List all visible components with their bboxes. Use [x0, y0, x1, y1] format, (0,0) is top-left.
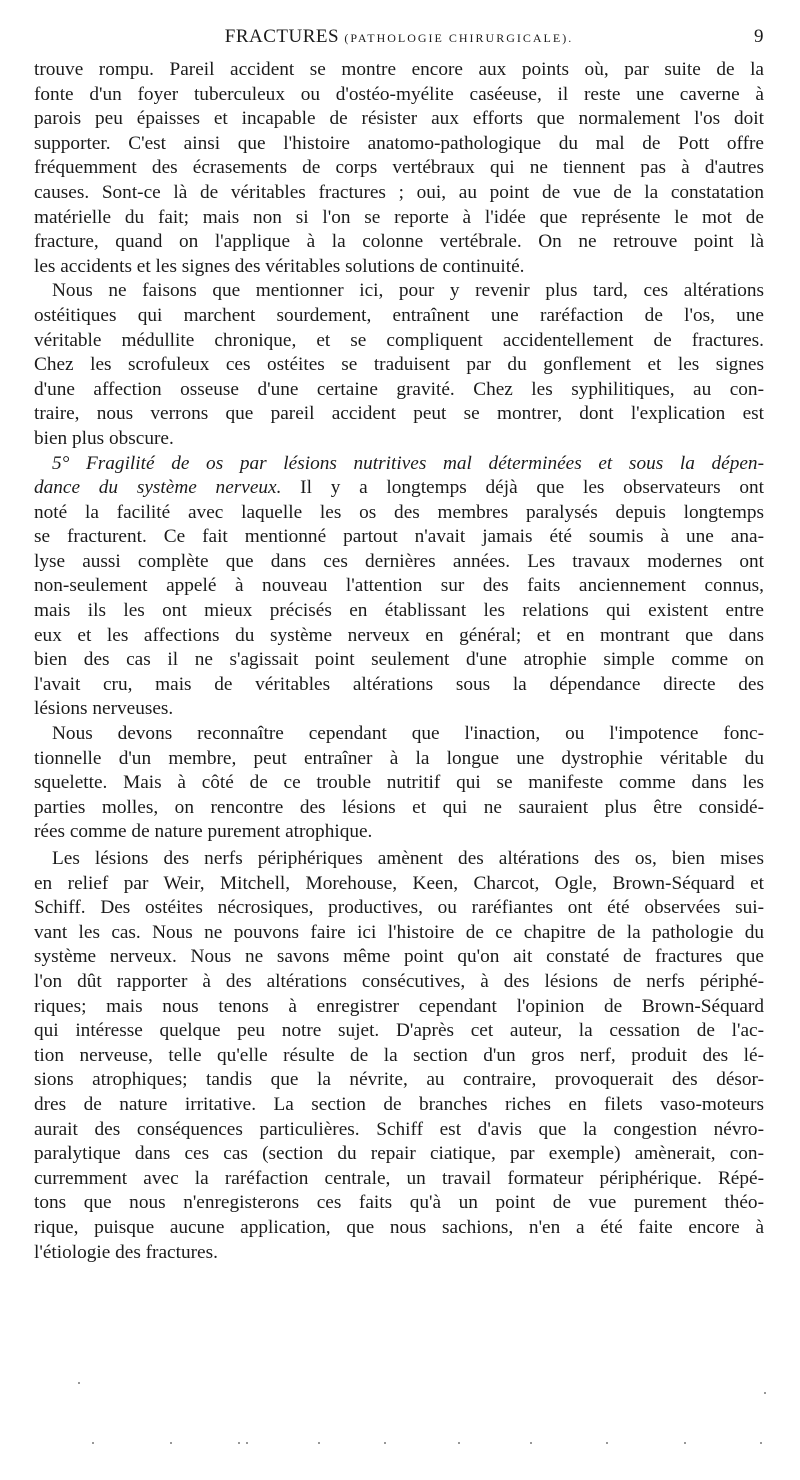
text-line: lésions nerveuses.: [34, 698, 174, 720]
text-line: en relief par Weir, Mitchell, Morehouse, Keen, Charcot, Ogle, Brown-Séquard et: [34, 872, 764, 894]
header-title: FRACTURES: [224, 26, 340, 47]
text-line: l'avait cru, mais de véritables altérations sous la dépendance directe des: [34, 673, 764, 695]
text-line: Nous devons reconnaître cependant que l'inaction, ou l'impotence fonc-: [52, 723, 764, 745]
scan-speck: [684, 1442, 686, 1444]
page-number: 9: [754, 26, 764, 47]
text-line: supporter. C'est ainsi que l'histoire anatomo-pathologique du mal de Pott offre: [34, 132, 764, 154]
scan-speck: [530, 1442, 532, 1444]
text-line: vant les cas. Nous ne pouvons faire ici l'histoire de ce chapitre de la pathologie du: [34, 921, 764, 943]
text-line: tons que nous n'enregisterons ces faits qu'à un point de vue purement théo-: [34, 1192, 764, 1214]
text-line: [34, 476, 764, 501]
text-line: curremment avec la raréfaction centrale, un travail formateur périphérique. Répé-: [34, 1167, 764, 1189]
text-line: système nerveux. Nous ne savons même point qu'on ait constaté de fractures que: [34, 946, 764, 968]
text-line: traire, nous verrons que pareil accident peut se montrer, dont l'explication est: [34, 403, 764, 425]
text-line: rique, puisque aucune application, que nous sachions, n'en a été faite encore à: [34, 1216, 764, 1238]
text-line: véritable médullite chronique, et se compliquent accidentellement de fractures.: [34, 329, 764, 351]
text-line: eux et les affections du système nerveux en général; et en montrant que dans: [34, 624, 764, 646]
text-line: Nous ne faisons que mentionner ici, pour y revenir plus tard, ces altérations: [52, 280, 764, 302]
text-line: riques; mais nous tenons à enregistrer cependant l'opinion de Brown-Séquard: [34, 995, 764, 1017]
text-line: matérielle du fait; mais non si l'on se reporte à l'idée que représente le mot de: [34, 206, 764, 228]
scan-speck: [92, 1442, 94, 1444]
scan-speck: [458, 1442, 460, 1444]
text-line: non-seulement appelé à nouveau l'attention sur des faits anciennement connus,: [34, 575, 764, 597]
text-line: fracture, quand on l'applique à la colonne vertébrale. On ne retrouve point là: [34, 231, 764, 253]
scan-speck: [764, 1392, 766, 1394]
text-fragment: Il y a longtemps déjà que les observateurs ont: [281, 477, 764, 499]
text-line: l'étiologie des fractures.: [34, 1241, 218, 1263]
paragraph-1: [34, 58, 764, 279]
text-line: lyse aussi complète que dans ces dernières années. Les travaux modernes ont: [34, 550, 764, 572]
scan-speck: [318, 1442, 320, 1444]
text-line: Les lésions des nerfs périphériques amènent des altérations des os, bien mises: [52, 848, 764, 869]
text-line: aurait des conséquences particulières. Schiff est d'avis que la congestion névro-: [34, 1118, 764, 1140]
text-line: squelette. Mais à côté de ce trouble nutritif qui se manifeste comme dans les: [34, 772, 764, 794]
text-line: tionnelle d'un membre, peut entraîner à la longue une dystrophie véritable du: [34, 747, 764, 769]
text-line: ostéitiques qui marchent sourdement, entraînent une raréfaction de l'os, une: [34, 304, 764, 326]
scan-speck: [246, 1442, 248, 1444]
section-heading-italic: 5° Fragilité de os par lésions nutritives mal déterminées et sous la dépen-: [52, 452, 764, 474]
text-line: causes. Sont-ce là de véritables fractures ; oui, au point de vue de la constatation: [34, 181, 764, 203]
text-line: Chez les scrofuleux ces ostéites se traduisent par du gonflement et les signes: [34, 354, 764, 376]
text-line: parties molles, on rencontre des lésions et qui ne sauraient plus être considé-: [34, 796, 764, 818]
text-line: bien des cas il ne s'agissait point seulement d'une atrophie simple comme on: [34, 649, 764, 671]
text-line: sions atrophiques; tandis que la névrite, au contraire, provoquerait des désor-: [34, 1069, 764, 1091]
text-line: fonte d'un foyer tuberculeux ou d'ostéo-myélite caséeuse, il reste une caverne à: [34, 83, 764, 105]
text-line: paralytique dans ces cas (section du repair ciatique, par exemple) amènerait, con-: [34, 1143, 764, 1165]
text-line: trouve rompu. Pareil accident se montre encore aux points où, par suite de la: [34, 59, 764, 80]
scan-specks: [0, 1370, 800, 1470]
paragraph-4: [34, 722, 764, 845]
text-line: mais ils les ont mieux précisés en établissant les relations qui existent entre: [34, 600, 764, 622]
text-line: fréquemment des écrasements de corps vertébraux qui ne tiennent pas à d'autres: [34, 157, 764, 179]
text-line: l'on dût rapporter à des altérations consécutives, à des lésions de nerfs périphé-: [34, 970, 764, 992]
paragraph-3: [34, 452, 764, 723]
text-line: dres de nature irritative. La section de branches riches en filets vaso-moteurs: [34, 1093, 764, 1115]
scan-speck: [384, 1442, 386, 1444]
text-line: qui intéresse quelque peu notre sujet. D'après cet auteur, la cessation de l'ac-: [34, 1020, 764, 1042]
scan-speck: [760, 1442, 762, 1444]
text-line: bien plus obscure.: [34, 427, 174, 449]
text-line: d'une affection osseuse d'une certaine gravité. Chez les syphilitiques, au con-: [34, 378, 764, 400]
scan-speck: [78, 1382, 80, 1384]
text-line: rées comme de nature purement atrophique.: [34, 821, 373, 843]
text-line: noté la facilité avec laquelle les os des membres paralysés depuis longtemps: [34, 501, 764, 523]
header-subtitle: (PATHOLOGIE CHIRURGICALE).: [344, 31, 574, 45]
scan-speck: [238, 1442, 240, 1444]
scan-speck: [170, 1442, 172, 1444]
text-line: parois peu épaisses et incapable de résister aux efforts que normalement l'os doit: [34, 108, 764, 130]
section-heading-italic-cont: dance du système nerveux.: [34, 477, 282, 499]
book-page: [34, 26, 764, 1265]
scan-speck: [606, 1442, 608, 1444]
paragraph-2: [34, 279, 764, 451]
running-header: [34, 26, 764, 58]
text-line: tion nerveuse, telle qu'elle résulte de la section d'un gros nerf, produit des lé-: [34, 1044, 764, 1066]
text-line: Schiff. Des ostéites nécrosiques, productives, ou raréfiantes ont été observées sui-: [34, 897, 764, 919]
text-line: les accidents et les signes des véritables solutions de continuité.: [34, 255, 525, 277]
text-line: se fracturent. Ce fait mentionné partout n'avait jamais été soumis à une ana-: [34, 526, 764, 548]
paragraph-5: [34, 847, 764, 1265]
